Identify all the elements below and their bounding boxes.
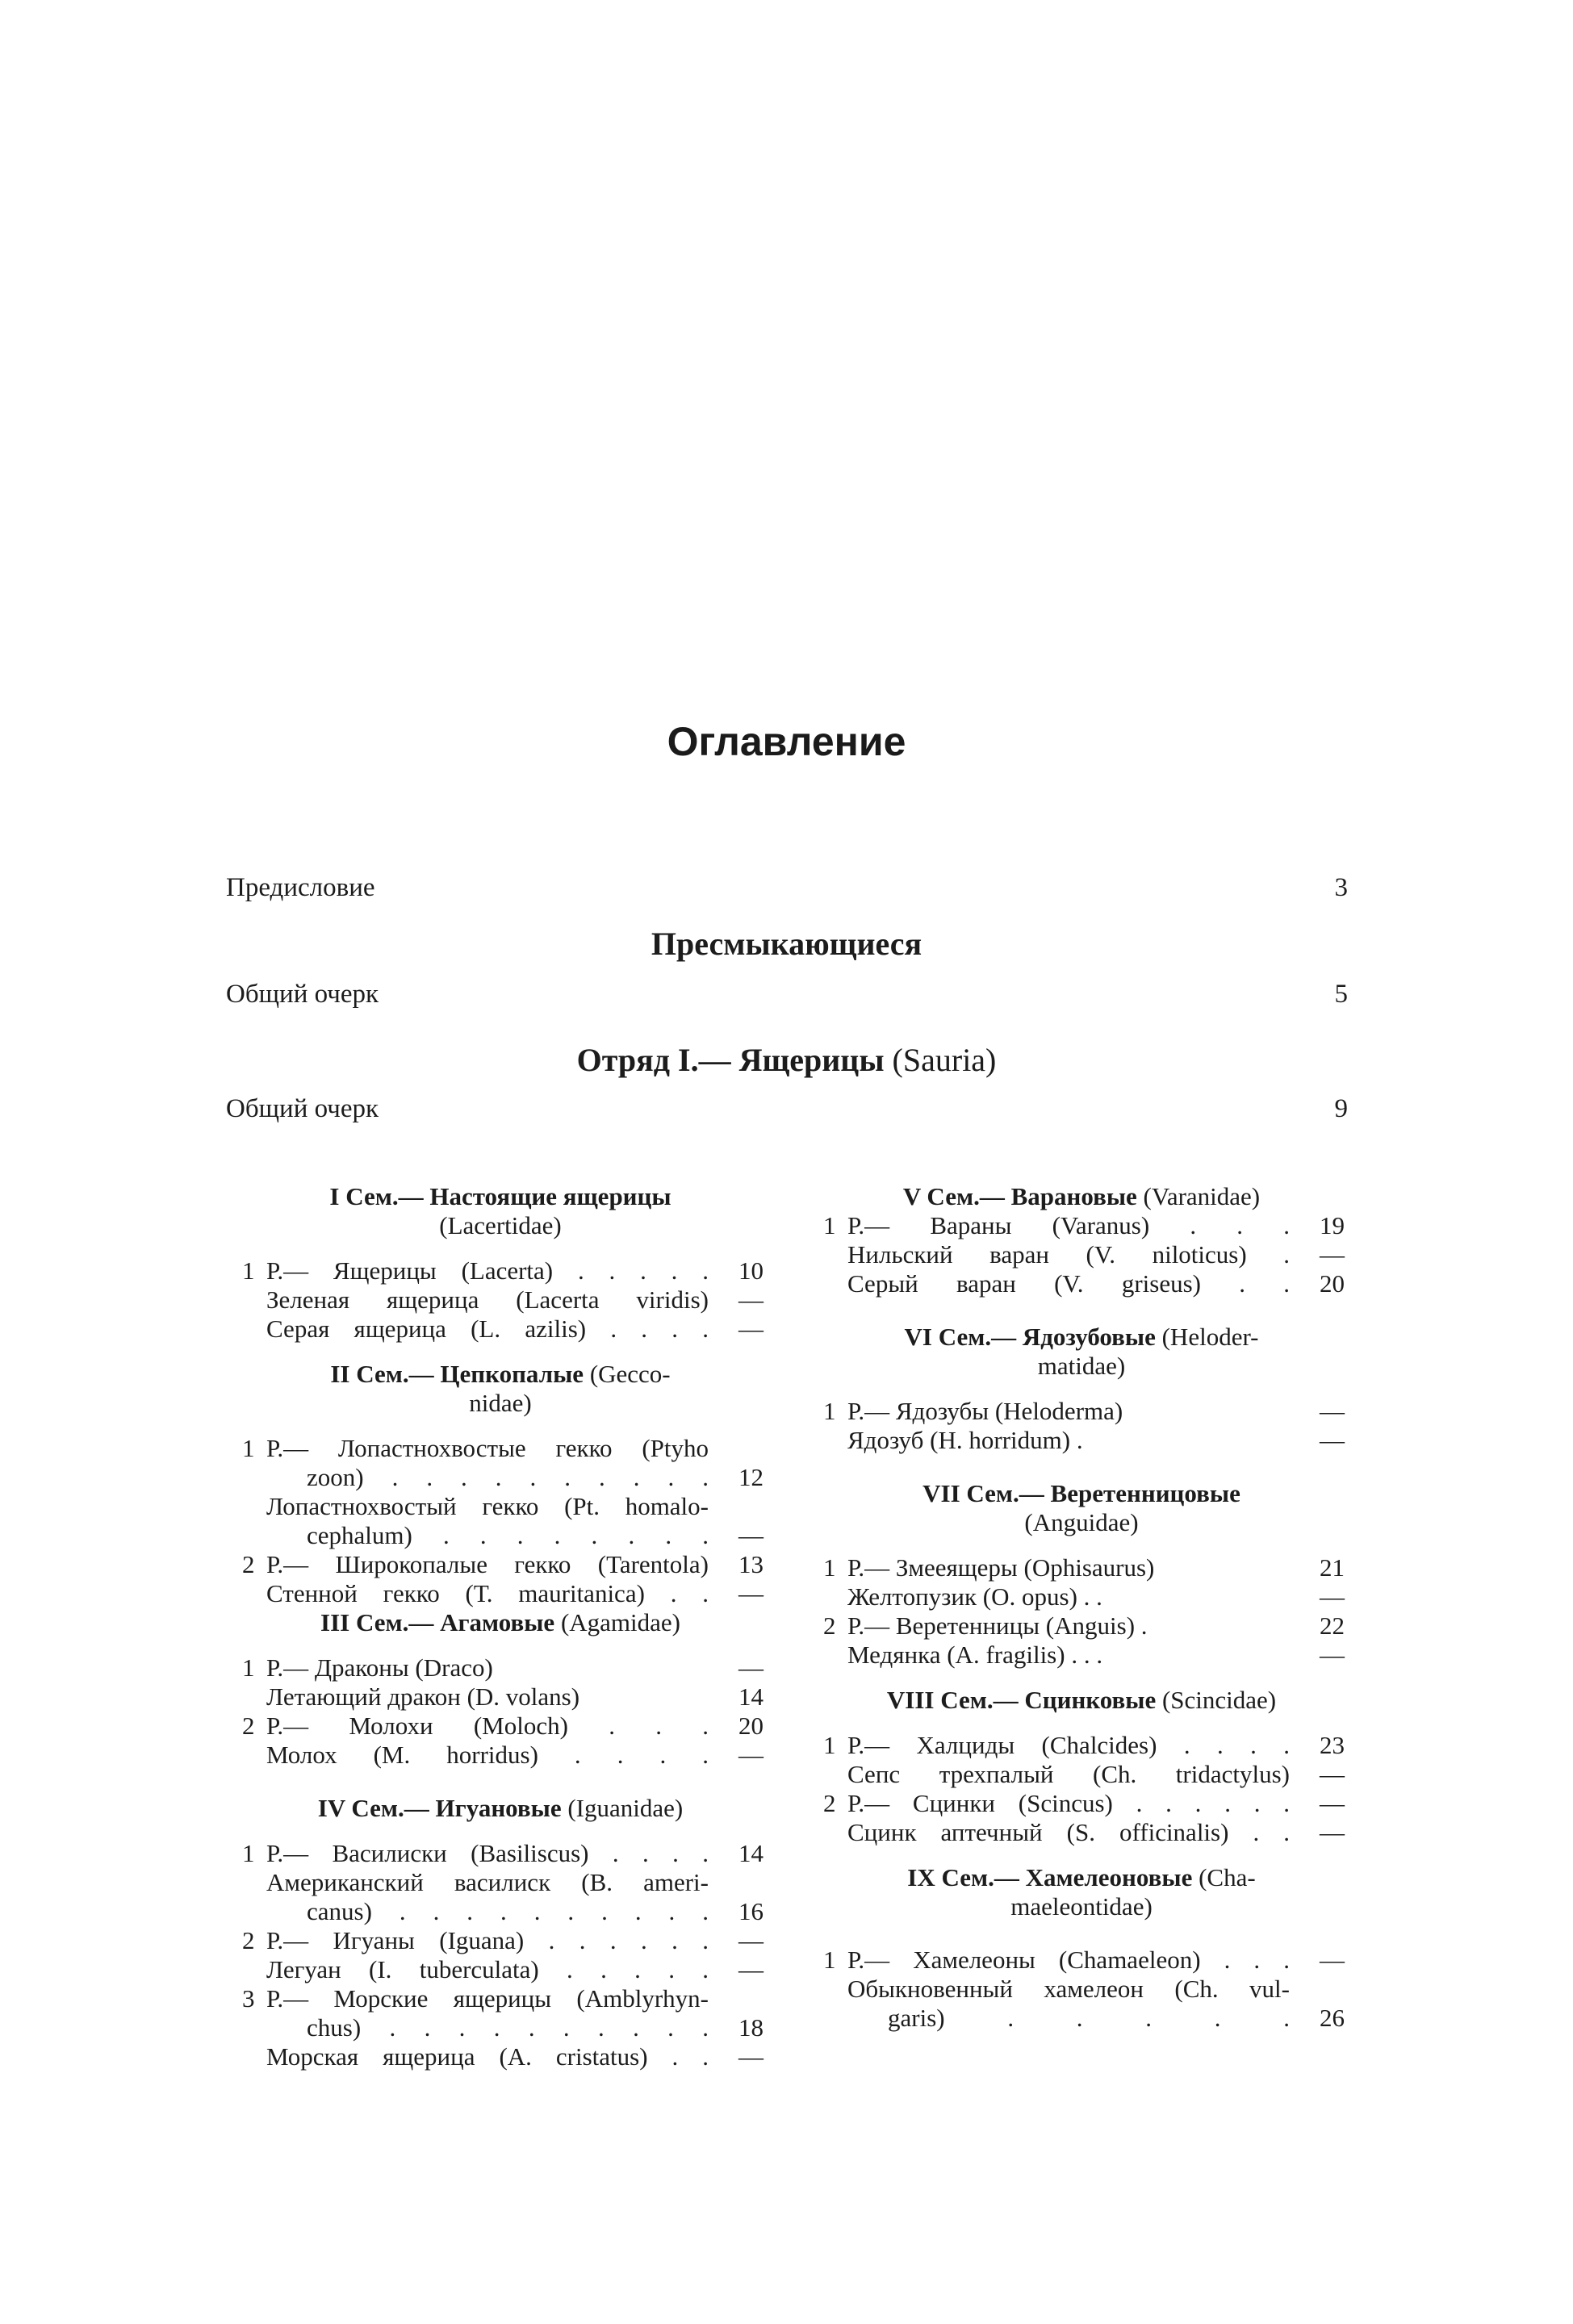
toc-row: Зеленая ящерица (Lacerta viridis) — (266, 1285, 763, 1314)
toc-row: 2 Р.— Молохи (Moloch) . . . 20 (242, 1712, 763, 1740)
toc-row: 1 Р.— Халциды (Chalcides) . . . . 23 (823, 1731, 1345, 1759)
page-title: Оглавление (667, 719, 906, 764)
toc-row: Нильский варан (V. niloticus) . — (847, 1240, 1345, 1269)
toc-row: Серый варан (V. griseus) . . 20 (847, 1269, 1345, 1298)
page-number: 9 (1334, 1094, 1348, 1123)
family-heading-varanidae: V Сем.— Варановые (Varanidae) (902, 1182, 1261, 1210)
toc-row: 1 Р.— Драконы (Draco) — (242, 1653, 763, 1682)
toc-row: Американский василиск (В. ameri- canus) . . . . . . . . . . 16 (266, 1868, 763, 1925)
toc-row: 1 Р.— Василиски (Basiliscus) . . . . 14 (242, 1839, 763, 1867)
toc-left-column (234, 1182, 767, 2071)
entry-label: Общий очерк (226, 1094, 379, 1123)
toc-row: Легуан (I. tuberculata) . . . . . — (266, 1955, 763, 1983)
entry-label: Предисловие (226, 873, 375, 902)
toc-row: Летающий дракон (D. volans) 14 (266, 1682, 763, 1711)
toc-row: Стенной гекко (Т. mauritanica) . . — (266, 1579, 763, 1607)
page-number: 5 (1334, 980, 1348, 1009)
toc-row: 1 Р.— Вараны (Varanus) . . . 19 (823, 1211, 1345, 1239)
toc-row: 1 Р.— Змееящеры (Ophisaurus) 21 (823, 1553, 1345, 1582)
family-heading-anguidae: VII Сем.— Веретенницовые (Anguidae) (922, 1479, 1240, 1536)
toc-row: 1 Р.— Ядозубы (Heloderma) — (823, 1397, 1345, 1425)
family-heading-lacertidae: I Сем.— Настоящие ящерицы (Lacertidae) (329, 1182, 671, 1239)
toc-row: Ядозуб (H. horridum) . — (847, 1426, 1345, 1454)
page-number: 3 (1334, 873, 1348, 902)
section-heading-reptiles: Пресмыкающиеся (651, 926, 922, 962)
toc-row: Обыкновенный хамелеон (Ch. vul- garis) . . . . . 26 (847, 1975, 1345, 2032)
toc-row: Морская ящерица (A. cristatus) . . — (266, 2042, 763, 2071)
toc-row: 1 Р.— Ящерицы (Lacerta) . . . . . 10 (242, 1256, 763, 1285)
toc-row: 2 Р.— Веретенницы (Anguis) . 22 (823, 1611, 1345, 1640)
family-heading-agamidae: III Сем.— Агамовые (Agamidae) (320, 1608, 680, 1636)
toc-row: Медянка (A. fragilis) . . . — (847, 1641, 1345, 1669)
family-heading-gecconidae: II Сем.— Цепкопалые (Gecco- nidae) (330, 1360, 671, 1417)
toc-row: 1 Р.— Хамелеоны (Chamaeleon) . . . — (823, 1946, 1345, 1974)
toc-row: Молох (M. horridus) . . . . — (266, 1741, 763, 1769)
family-heading-helodermatidae: VI Сем.— Ядозубовые (Heloder- matidae) (904, 1323, 1259, 1380)
toc-row: Сцинк аптечный (S. officinalis) . . — (847, 1818, 1345, 1846)
entry-label: Общий очерк (226, 980, 379, 1009)
toc-row: 2 Р.— Игуаны (Iguana) . . . . . . — (242, 1926, 763, 1954)
order-heading: Отряд I.— Ящерицы (Sauria) (576, 1042, 997, 1078)
family-heading-scincidae: VIII Сем.— Сцинковые (Scincidae) (886, 1686, 1277, 1714)
family-heading-iguanidae: IV Сем.— Игуановые (Iguanidae) (317, 1794, 684, 1822)
toc-row: 2 Р.— Сцинки (Scincus) . . . . . . — (823, 1789, 1345, 1817)
toc-row: 2 Р.— Широкопалые гекко (Tarentola) 13 (242, 1550, 763, 1578)
toc-row: 1 Р.— Лопастнохвостые гекко (Ptyho zoon) . . . . . . . . . . 12 (242, 1434, 763, 1491)
toc-row: Лопастнохвостый гекко (Pt. homalo- cephalum) . . . . . . . . — (266, 1492, 763, 1549)
toc-row: Серая ящерица (L. azilis) . . . . — (266, 1315, 763, 1343)
toc-row: 3 Р.— Морские ящерицы (Amblyrhyn- chus) . . . . . . . . . . 18 (242, 1984, 763, 2042)
toc-row: Сепс трехпалый (Ch. tridactylus) — (847, 1760, 1345, 1788)
toc-right-column (815, 1182, 1348, 2033)
family-heading-chamaeleontidae: IX Сем.— Хамелеоновые (Cha- maeleontidae) (907, 1863, 1256, 1921)
toc-row: Желтопузик (O. opus) . . — (847, 1582, 1345, 1611)
